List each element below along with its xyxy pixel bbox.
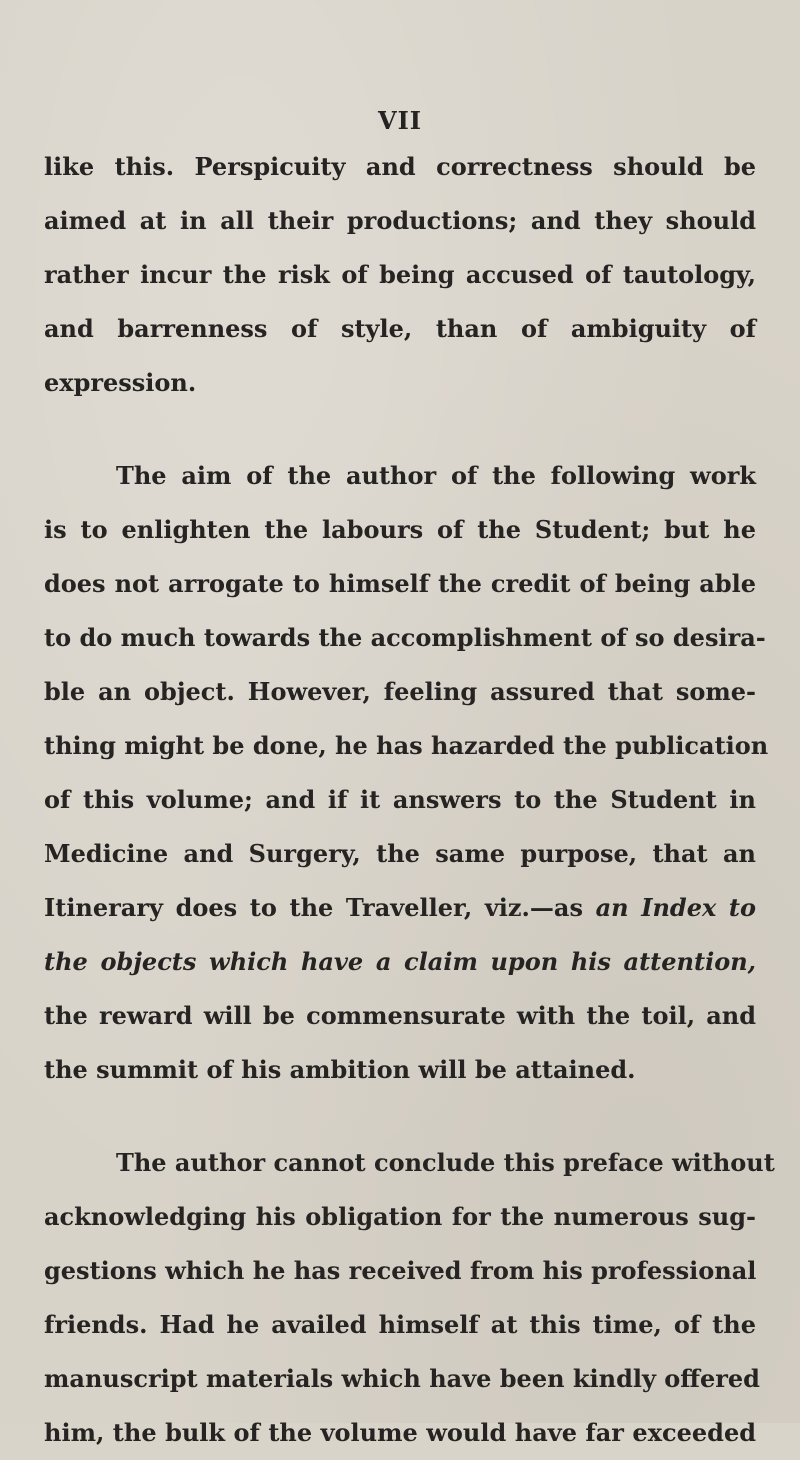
page-number: VII xyxy=(377,106,423,135)
text-line: does not arrogate to himself the credit of being able xyxy=(44,569,756,598)
text-line: rather incur the risk of being accused of tautology, xyxy=(44,260,756,289)
text-segment-italic: an Index to xyxy=(595,893,757,922)
text-line: thing might be done, he has hazarded the publication xyxy=(44,731,769,760)
text-line: is to enlighten the labours of the Student; but he xyxy=(44,515,756,544)
text-line: manuscript materials which have been kindly offered xyxy=(44,1364,760,1393)
text-line: ble an object. However, feeling assured that some- xyxy=(44,677,756,706)
paragraph-2 xyxy=(44,449,769,1097)
text-line: him, the bulk of the volume would have far exceeded xyxy=(44,1418,756,1447)
text-line: friends. Had he availed himself at this time, of the xyxy=(44,1310,756,1339)
paragraph-1 xyxy=(44,140,756,410)
text-line: aimed at in all their productions; and they should xyxy=(44,206,756,235)
text-line: and barrenness of style, than of ambiguity of xyxy=(44,314,756,343)
text-line: of this volume; and if it answers to the Student in xyxy=(44,785,756,814)
text-line: acknowledging his obligation for the numerous sug- xyxy=(44,1202,756,1231)
body-text xyxy=(44,140,775,1460)
text-line: gestions which he has received from his professional xyxy=(44,1256,757,1285)
text-line-italic: the objects which have a claim upon his attention, xyxy=(44,947,756,976)
text-line: expression. xyxy=(44,368,197,397)
text-line: Medicine and Surgery, the same purpose, that an xyxy=(44,839,756,868)
text-line: The author cannot conclude this preface without xyxy=(116,1148,775,1177)
text-line: the summit of his ambition will be attained. xyxy=(44,1055,636,1084)
paragraph-3 xyxy=(44,1136,775,1460)
text-line: to do much towards the accomplishment of so desira- xyxy=(44,623,766,652)
text-line: The aim of the author of the following work xyxy=(116,461,756,490)
text-line-mixed xyxy=(44,881,756,935)
text-segment: Itinerary does to the Traveller, viz.—as xyxy=(44,893,583,922)
text-line: the reward will be commensurate with the toil, and xyxy=(44,1001,756,1030)
text-line: like this. Perspicuity and correctness should be xyxy=(44,152,756,181)
